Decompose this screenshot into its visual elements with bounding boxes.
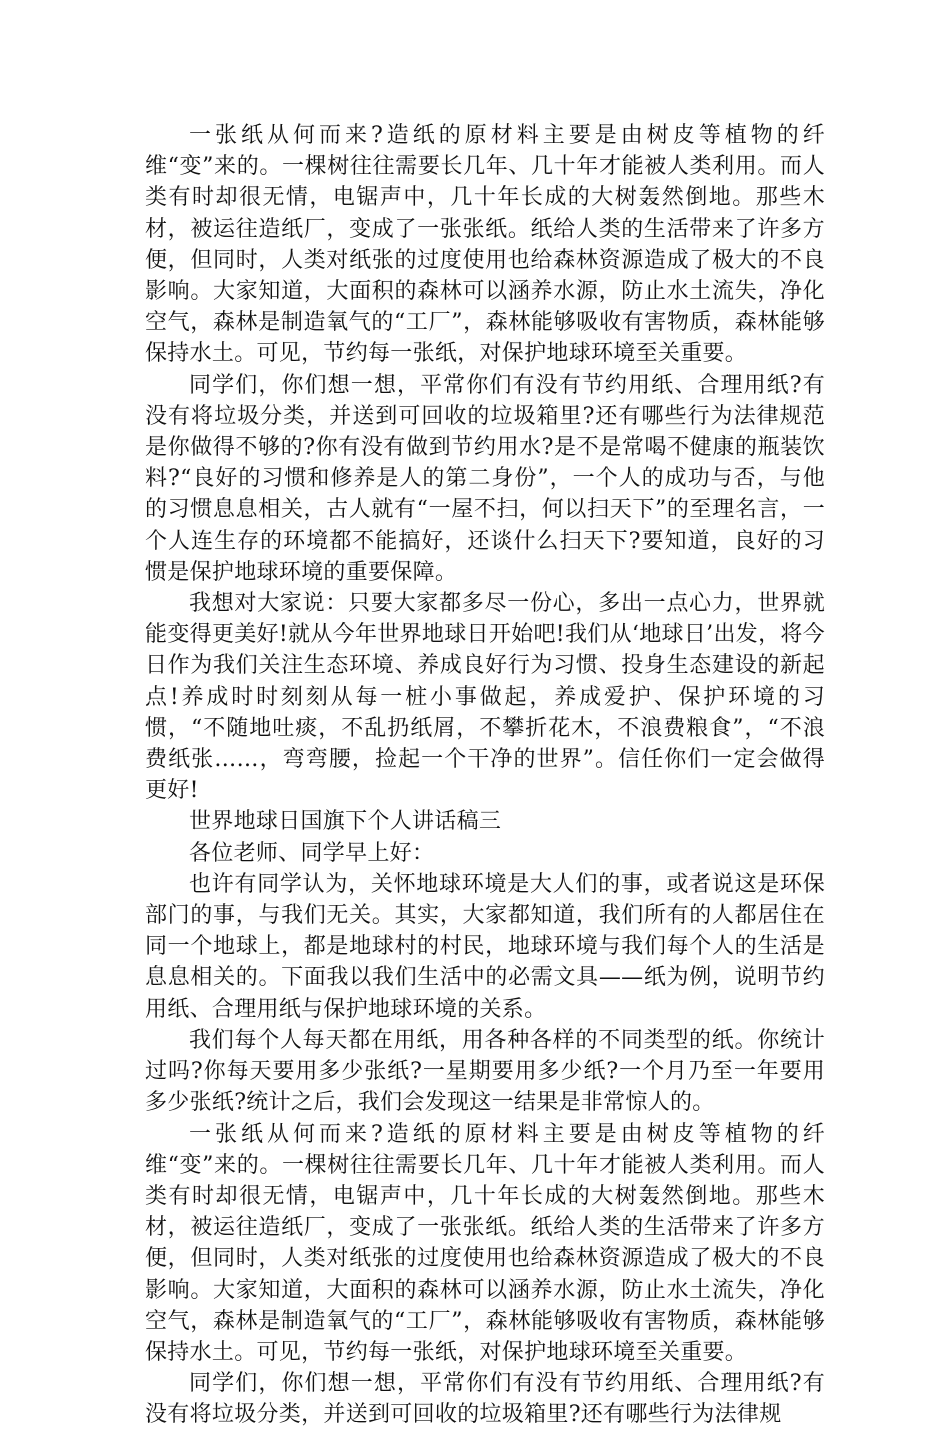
paragraph-paper-origin: 一张纸从何而来?造纸的原材料主要是由树皮等植物的纤维“变”来的。一棵树往往需要长几年、几十年才能被人类利用。而人类有时却很无情，电锯声中，几十年长成的大树轰然倒地。那些木材，被运往造纸厂，变成了一张张纸。纸给人类的生活带来了许多方便，但同时，人类对纸张的过度使用也给森林资源造成了极大的不良影响。大家知道，大面积的森林可以涵养水源，防止水土流失，净化空气，森林是制造氧气的“工厂”，森林能够吸收有害物质，森林能够保持水土。可见，节约每一张纸，对保护地球环境至关重要。 bbox=[145, 123, 825, 367]
paragraph-paper-usage: 我们每个人每天都在用纸，用各种各样的不同类型的纸。你统计过吗?你每天要用多少张纸?一星期要用多少纸?一个月乃至一年要用多少张纸?统计之后，我们会发现这一结果是非常惊人的。 bbox=[145, 1027, 825, 1116]
paragraph-good-habits: 同学们，你们想一想，平常你们有没有节约用纸、合理用纸?有没有将垃圾分类，并送到可回收的垃圾箱里?还有哪些行为法律规范是你做得不够的?你有没有做到节约用水?是不是常喝不健康的瓶装饮料?“良好的习惯和修养是人的第二身份”，一个人的成功与否，与他的习惯息息相关，古人就有“一屋不扫，何以扫天下”的至理名言，一个人连生存的环境都不能搞好，还谈什么扫天下?要知道，良好的习惯是保护地球环境的重要保障。 bbox=[145, 372, 825, 585]
paragraph-environment-concern: 也许有同学认为，关怀地球环境是大人们的事，或者说这是环保部门的事，与我们无关。其实，大家都知道，我们所有的人都居住在同一个地球上，都是地球村的村民，地球环境与我们每个人的生活是息息相关的。下面我以我们生活中的必需文具——纸为例，说明节约用纸、合理用纸与保护地球环境的关系。 bbox=[145, 871, 825, 1022]
paragraph-call-to-action: 我想对大家说：只要大家都多尽一份心，多出一点心力，世界就能变得更美好!就从今年世界地球日开始吧!我们从‘地球日’出发，将今日作为我们关注生态环境、养成良好行为习惯、投身生态建设的新起点!养成时时刻刻从每一桩小事做起，养成爱护、保护环境的习惯，“不随地吐痰，不乱扔纸屑，不攀折花木，不浪费粮食”，“不浪费纸张……，弯弯腰，捡起一个干净的世界”。信任你们一定会做得更好! bbox=[145, 591, 825, 804]
greeting: 各位老师、同学早上好： bbox=[189, 840, 435, 866]
paragraph-paper-origin-repeat: 一张纸从何而来?造纸的原材料主要是由树皮等植物的纤维“变”来的。一棵树往往需要长几年、几十年才能被人类利用。而人类有时却很无情，电锯声中，几十年长成的大树轰然倒地。那些木材，被运往造纸厂，变成了一张张纸。纸给人类的生活带来了许多方便，但同时，人类对纸张的过度使用也给森林资源造成了极大的不良影响。大家知道，大面积的森林可以涵养水源，防止水土流失，净化空气，森林是制造氧气的“工厂”，森林能够吸收有害物质，森林能够保持水土。可见，节约每一张纸，对保护地球环境至关重要。 bbox=[145, 1121, 825, 1365]
paragraph-good-habits-partial: 同学们，你们想一想，平常你们有没有节约用纸、合理用纸?有没有将垃圾分类，并送到可回收的垃圾箱里?还有哪些行为法律规 bbox=[145, 1371, 825, 1428]
document-page bbox=[145, 120, 825, 1431]
speech-title: 世界地球日国旗下个人讲话稿三 bbox=[189, 809, 502, 835]
